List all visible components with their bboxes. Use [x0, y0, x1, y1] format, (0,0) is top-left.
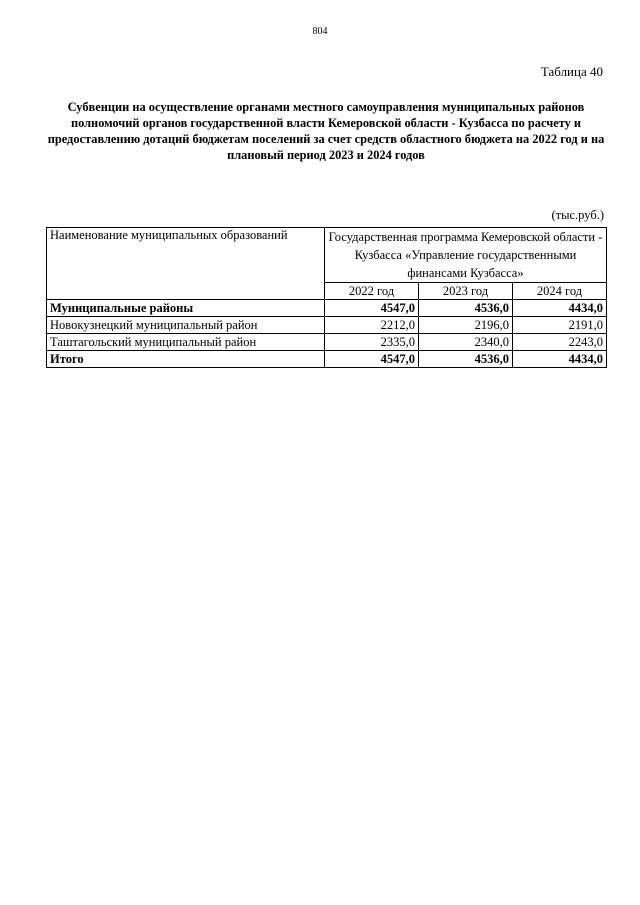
row-value: 2191,0: [513, 317, 607, 334]
row-value: 4547,0: [325, 351, 419, 368]
row-value: 4434,0: [513, 351, 607, 368]
column-header-year: 2024 год: [513, 283, 607, 300]
row-value: 2340,0: [419, 334, 513, 351]
column-header-year: 2022 год: [325, 283, 419, 300]
table-row-total: [47, 351, 607, 368]
table-row: [47, 317, 607, 334]
row-value: 4547,0: [325, 300, 419, 317]
row-name: Итого: [47, 351, 325, 368]
column-header-name: Наименование муниципальных образований: [47, 228, 325, 300]
table-row: [47, 334, 607, 351]
page-number: 804: [312, 26, 328, 37]
row-value: 2196,0: [419, 317, 513, 334]
column-header-year: 2023 год: [419, 283, 513, 300]
table-header-row: [47, 228, 607, 283]
row-name: Таштагольский муниципальный район: [47, 334, 325, 351]
row-value: 2335,0: [325, 334, 419, 351]
row-value: 4434,0: [513, 300, 607, 317]
row-name: Новокузнецкий муниципальный район: [47, 317, 325, 334]
subventions-table: [46, 227, 607, 368]
row-value: 4536,0: [419, 351, 513, 368]
units-label: (тыс.руб.): [551, 208, 604, 222]
row-value: 2243,0: [513, 334, 607, 351]
document-title: Субвенции на осуществление органами местного самоуправления муниципальных районов полномочий органов государственной власти Кемеровской области - Кузбасса по расчету и предоставлению дотаций бюджетам поселений за счет средств областного бюджета на 2022 год и на плановый период 2023 и 2024 годов: [47, 100, 605, 162]
row-value: 2212,0: [325, 317, 419, 334]
table-number: Таблица 40: [540, 64, 603, 79]
column-header-program: Государственная программа Кемеровской области - Кузбасса «Управление государственными финансами Кузбасса»: [325, 228, 607, 283]
row-name: Муниципальные районы: [47, 300, 325, 317]
row-value: 4536,0: [419, 300, 513, 317]
table-row: [47, 300, 607, 317]
